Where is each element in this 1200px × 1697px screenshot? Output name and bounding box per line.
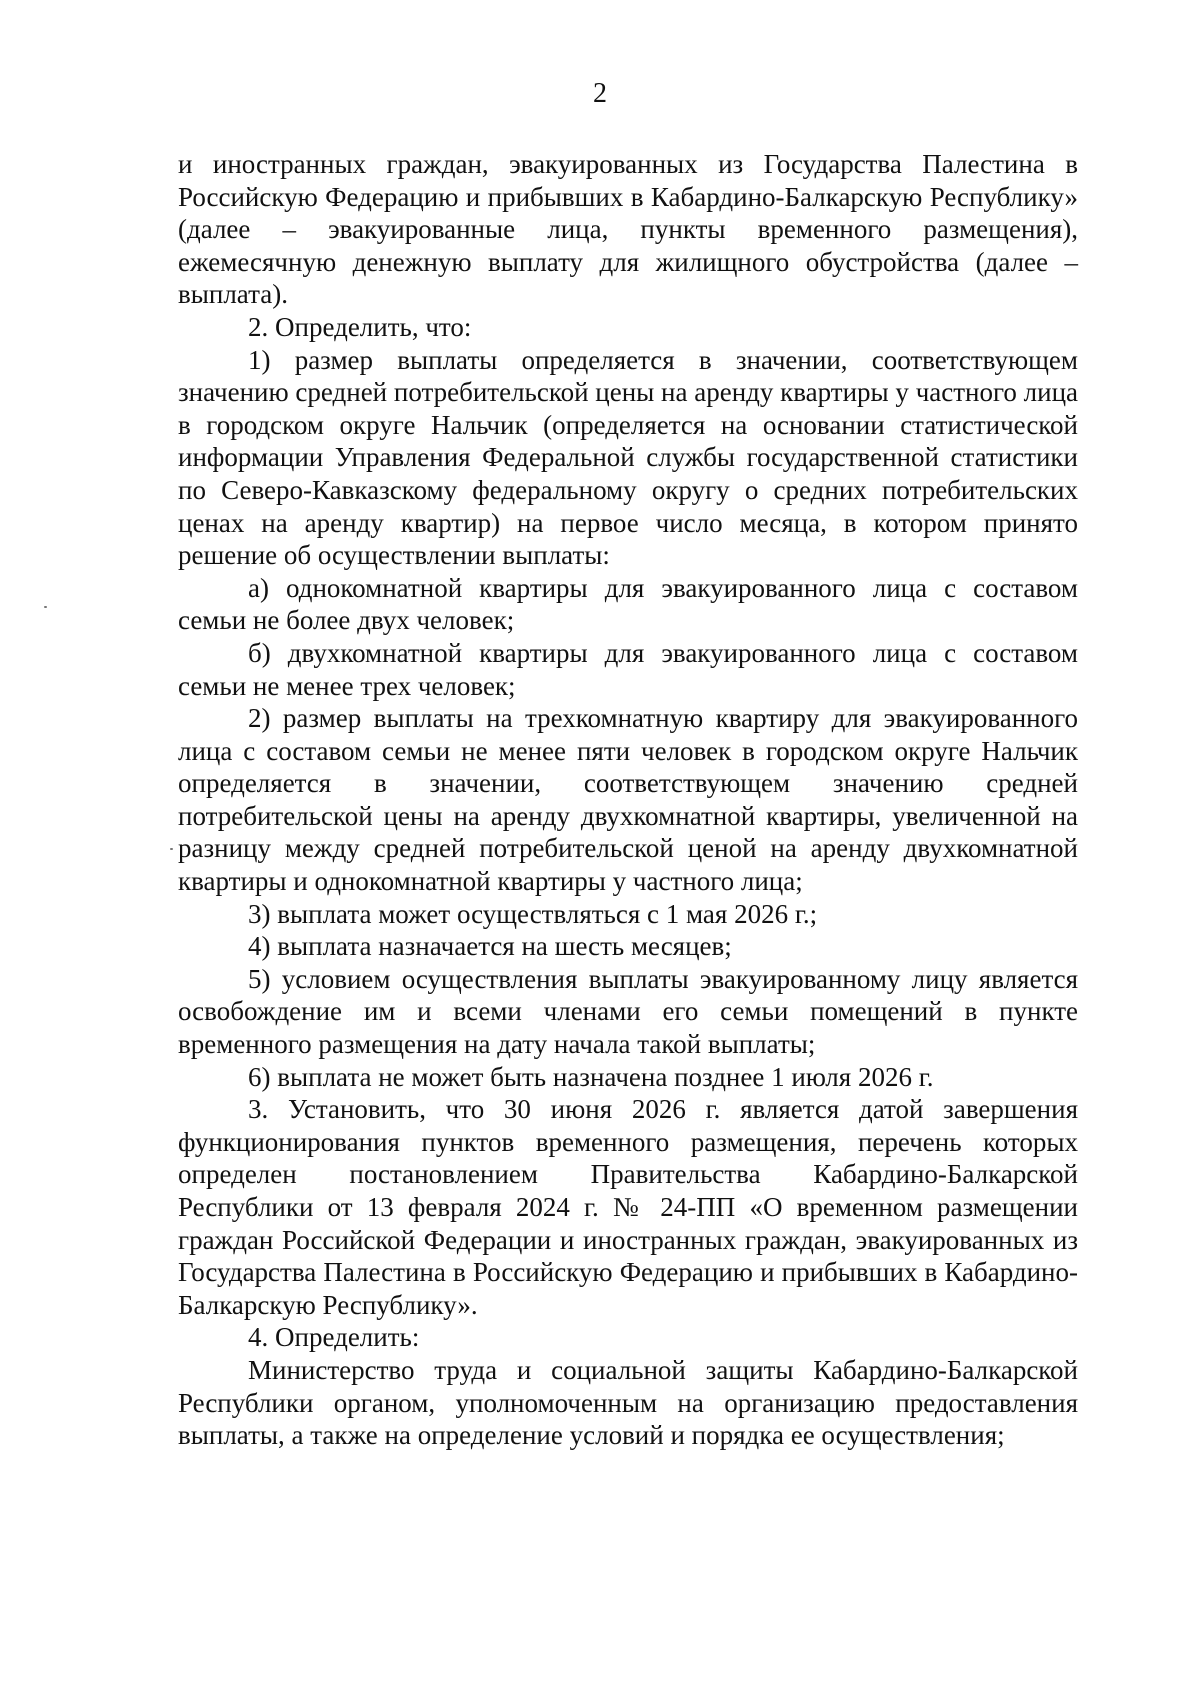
- paragraph-item-2-heading: 2. Определить, что:: [248, 311, 472, 342]
- paragraph-subitem-2: 2) размер выплаты на трехкомнатную квартиру для эвакуированного лица с составом семьи не менее пяти человек в городском округе Нальчик определяется в значении, соответствующем значению средней потребительской цены на аренду двухкомнатной квартиры, увеличенной на разницу между средней потребительской ценой на аренду двухкомнатной квартиры и однокомнатной квартиры у частного лица;: [178, 703, 1078, 897]
- page-number: 2: [593, 78, 607, 109]
- paragraph-subitem-3: 3) выплата может осуществляться с 1 мая 2026 г.;: [248, 898, 818, 929]
- scan-speck: [170, 848, 173, 850]
- document-body: [178, 148, 1078, 1452]
- paragraph-subitem-1a: а) однокомнатной квартиры для эвакуированного лица с составом семьи не более двух человек;: [178, 572, 1078, 636]
- paragraph-item-4-body: Министерство труда и социальной защиты Кабардино-Балкарской Республики органом, уполномоченным на организацию предоставления выплаты, а также на определение условий и порядка ее осуществления;: [178, 1354, 1078, 1451]
- paragraph-item-4-heading: 4. Определить:: [248, 1322, 420, 1353]
- paragraph-subitem-5: 5) условием осуществления выплаты эвакуированному лицу является освобождение им и всеми членами его семьи помещений в пункте временного размещения на дату начала такой выплаты;: [178, 963, 1078, 1060]
- paragraph-subitem-1: 1) размер выплаты определяется в значении, соответствующем значению средней потребительской цены на аренду квартиры у частного лица в городском округе Нальчик (определяется на основании статистической информации Управления Федеральной службы государственной статистики по Северо-Кавказскому федеральному округу о средних потребительских ценах на аренду квартир) на первое число месяца, в котором принято решение об осуществлении выплаты:: [178, 344, 1078, 571]
- paragraph-continuation: и иностранных граждан, эвакуированных из Государства Палестина в Российскую Федерацию и прибывших в Кабардино-Балкарскую Республику» (далее – эвакуированные лица, пункты временного размещения), ежемесячную денежную выплату для жилищного обустройства (далее – выплата).: [178, 149, 1078, 310]
- paragraph-subitem-6: 6) выплата не может быть назначена позднее 1 июля 2026 г.: [248, 1061, 934, 1092]
- paragraph-item-3: 3. Установить, что 30 июня 2026 г. является датой завершения функционирования пунктов временного размещения, перечень которых определен постановлением Правительства Кабардино-Балкарской Республики от 13 февраля 2024 г. № 24-ПП «О временном размещении граждан Российской Федерации и иностранных граждан, эвакуированных из Государства Палестина в Российскую Федерацию и прибывших в Кабардино-Балкарскую Республику».: [178, 1094, 1078, 1320]
- scan-speck: [44, 606, 47, 608]
- paragraph-subitem-1b: б) двухкомнатной квартиры для эвакуированного лица с составом семьи не менее трех человек;: [178, 637, 1078, 701]
- paragraph-subitem-4: 4) выплата назначается на шесть месяцев;: [248, 931, 732, 962]
